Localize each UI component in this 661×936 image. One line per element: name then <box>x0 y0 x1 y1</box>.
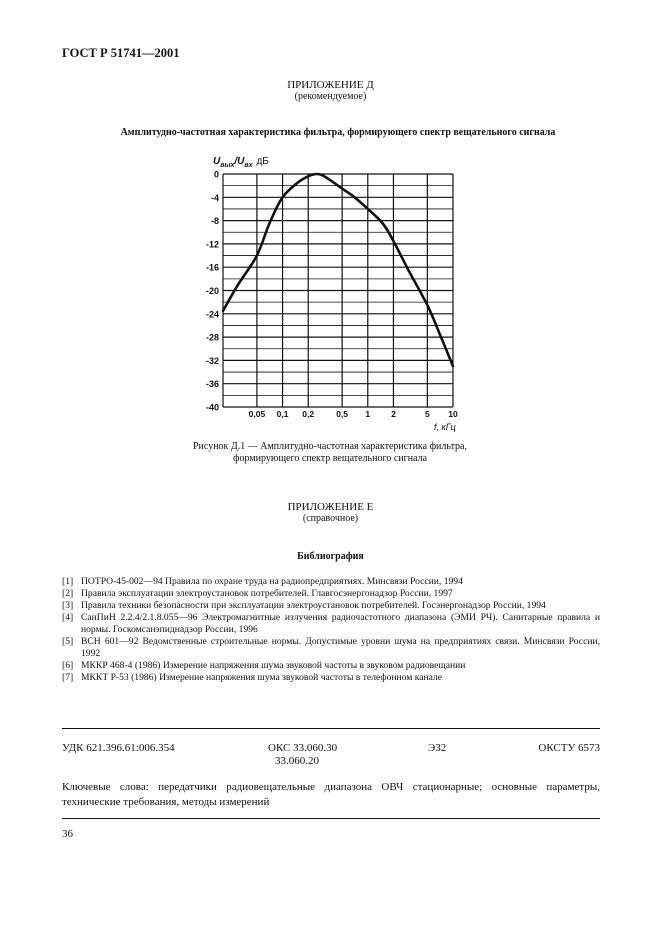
figure-caption-line2: формирующего спектр вещательного сигнала <box>232 453 428 464</box>
okstu-code: ОКСТУ 6573 <box>538 742 600 754</box>
y-tick-label: -28 <box>205 332 219 343</box>
list-item <box>62 660 600 672</box>
ref-text: Правила техники безопасности при эксплуатации электроустановок потребителей. Госэнергонадзор России, 1994 <box>81 600 546 611</box>
x-tick-labels <box>249 409 458 419</box>
y-tick-label: -8 <box>210 216 219 227</box>
y-axis-label-sub-in: вх <box>244 162 253 169</box>
appendix-d-subtitle: (рекомендуемое) <box>294 91 367 102</box>
appendix-e-subtitle: (справочное) <box>302 513 359 524</box>
y-tick-label: 0 <box>213 169 219 180</box>
y-axis-label <box>213 156 269 169</box>
list-item <box>62 576 600 588</box>
x-tick-label: 0,05 <box>248 409 266 419</box>
udk-code: УДК 621.396.61:006.354 <box>62 742 175 754</box>
y-tick-label: -32 <box>205 355 219 366</box>
y-tick-label: -4 <box>210 192 219 203</box>
svg-text:Uвых/UвхдБ <box>213 156 269 169</box>
ref-number: [2] <box>62 588 74 599</box>
bibliography-list <box>62 576 600 684</box>
ref-number: [7] <box>62 672 74 683</box>
y-axis-label-sub-out: вых <box>220 162 235 169</box>
figure-caption <box>120 441 540 465</box>
figure-title: Амплитудно-частотная характеристика фильтра, формирующего спектр вещательного сигнала <box>120 127 556 138</box>
y-axis-label-slash: /U <box>234 156 245 167</box>
x-tick-label: 10 <box>448 409 458 419</box>
group-code: Э32 <box>428 742 447 754</box>
y-tick-label: -12 <box>205 239 219 250</box>
x-tick-label: 1 <box>365 409 371 419</box>
ref-number: [1] <box>62 576 74 587</box>
y-axis-unit: дБ <box>256 156 269 167</box>
x-tick-label: 0,5 <box>336 409 349 419</box>
ref-number: [5] <box>62 636 74 647</box>
page-number: 36 <box>62 828 73 840</box>
frequency-response-chart <box>190 150 470 440</box>
y-tick-label: -36 <box>205 379 219 390</box>
ref-text: ПОТРО-45-002—94 Правила по охране труда на радиопредприятиях. Минсвязи России, 1994 <box>81 576 463 587</box>
x-tick-label: 2 <box>391 409 396 419</box>
ref-text: ВСН 601—92 Ведомственные строительные нормы. Допустимые уровни шума на предприятиях связи. Минсвязи России, 1992 <box>81 636 600 659</box>
ref-number: [3] <box>62 600 74 611</box>
ref-text: МККР 468-4 (1986) Измерение напряжения шума звуковой частоты в звуковом радиовещании <box>81 660 466 671</box>
divider <box>62 818 600 819</box>
x-tick-label: 5 <box>424 409 430 419</box>
x-tick-label: 0,1 <box>276 409 289 419</box>
y-axis-label-u: U <box>213 156 221 167</box>
x-tick-label: 0,2 <box>302 409 315 419</box>
list-item <box>62 612 600 636</box>
figure-caption-line1: Рисунок Д.1 — Амплитудно-частотная характеристика фильтра, <box>192 441 467 452</box>
oks-code-secondary: 33.060.20 <box>275 755 319 767</box>
x-axis-label: f, кГц <box>434 422 456 432</box>
oks-code: ОКС 33.060.30 <box>268 742 338 754</box>
y-tick-label: -40 <box>205 402 219 413</box>
divider <box>62 728 600 729</box>
ref-text: СанПиН 2.2.4/2.1.8.055—96 Электромагнитные излучения радиочастотного диапазона (ЭМИ РЧ). Санитарные правила и нормы. Госкомсанэпиднадзор России, 1996 <box>81 612 600 635</box>
ref-text: МККТ Р-53 (1986) Измерение напряжения шума звуковой частоты в телефонном канале <box>81 672 443 683</box>
appendix-e-title: ПРИЛОЖЕНИЕ Е <box>287 501 374 513</box>
y-tick-labels <box>206 170 219 413</box>
y-tick-label: -16 <box>205 262 219 273</box>
bibliography-title: Библиография <box>297 551 364 562</box>
appendix-d-title: ПРИЛОЖЕНИЕ Д <box>287 79 374 91</box>
list-item <box>62 588 600 600</box>
document-header: ГОСТ Р 51741—2001 <box>62 46 180 60</box>
y-tick-label: -20 <box>205 286 219 296</box>
list-item <box>62 636 600 660</box>
ref-text: Правила эксплуатации электроустановок потребителей. Главгосэнергонадзор России, 1997 <box>81 588 453 599</box>
y-tick-label: -24 <box>205 309 219 320</box>
list-item <box>62 672 600 684</box>
list-item <box>62 600 600 612</box>
ref-number: [4] <box>62 612 74 623</box>
ref-number: [6] <box>62 660 74 671</box>
keywords: Ключевые слова: передатчики радиовещательные диапазона ОВЧ стационарные; основные параметры, технические требования, методы измерений <box>62 781 600 808</box>
